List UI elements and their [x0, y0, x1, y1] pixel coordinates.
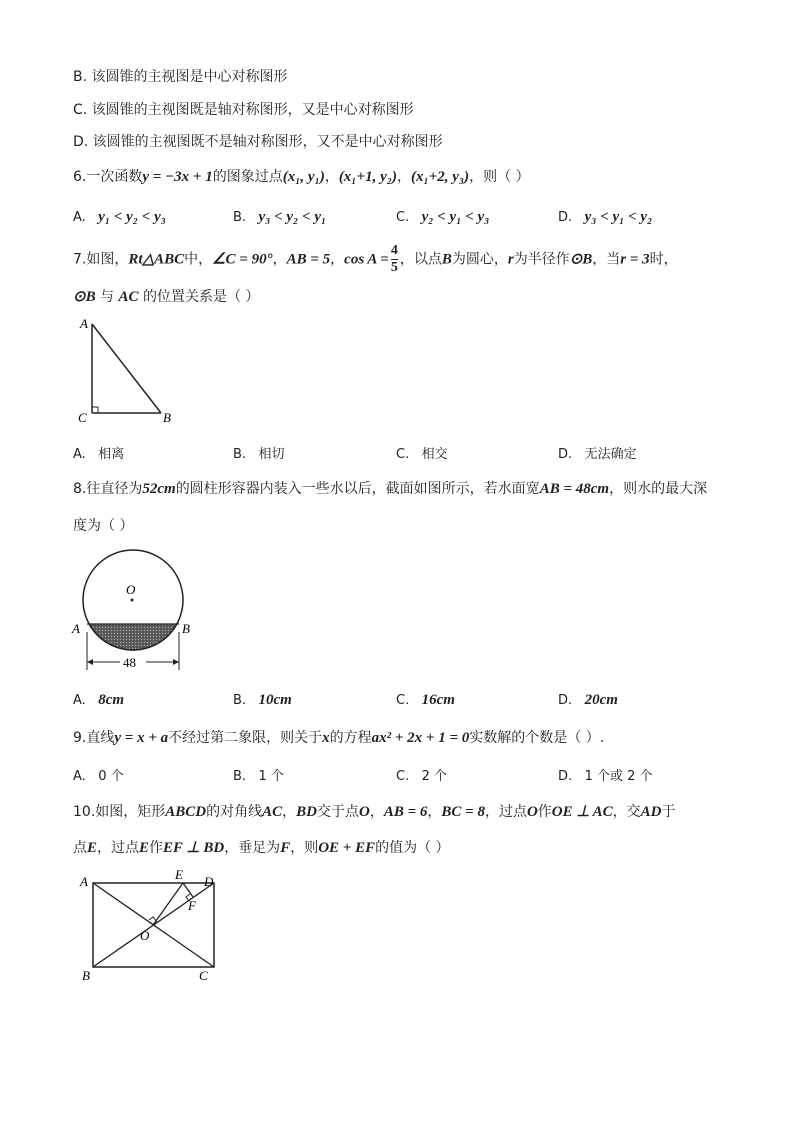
q7-option-a: A. 相离 [73, 447, 125, 462]
q8-width-label: 48 [123, 655, 136, 670]
q10-stem-line1: 10.如图，矩形ABCD的对角线AC，BD交于点O，AB = 6，BC = 8，过点O作OE ⊥ AC，交AD于 [73, 804, 676, 820]
q6-option-c: C. y₂ < y₁ < y₃ [396, 209, 490, 225]
q8-circle-figure [68, 542, 198, 677]
q9-option-a: A. 0 个 [73, 769, 124, 784]
q8-stem-line1: 8.往直径为52cm的圆柱形容器内装入一些水以后，截面如图所示，若水面宽AB = 48cm，则水的最大深 [73, 481, 708, 497]
q6-option-a: A. y₁ < y₂ < y₃ [73, 209, 166, 225]
q10-label-c: C [199, 968, 208, 983]
q7-label-b: B [163, 410, 171, 425]
q8-option-a: A. 8cm [73, 692, 125, 708]
q7-option-c: C. 相交 [396, 447, 448, 462]
q7-triangle-figure [70, 316, 190, 426]
q10-label-f: F [188, 898, 196, 913]
q9-stem: 9.直线y = x + a不经过第二象限，则关于x的方程ax² + 2x + 1 = 0实数解的个数是（ ）. [73, 730, 605, 746]
q9-option-d: D. 1 个或 2 个 [558, 769, 653, 784]
q10-label-d: D [204, 874, 214, 889]
q7-label-a: A [80, 316, 88, 331]
q8-option-b: B. 10cm [233, 692, 292, 708]
q8-label-a: A [72, 621, 80, 636]
q8-option-d: D. 20cm [558, 692, 618, 708]
q8-label-o: O [126, 582, 136, 597]
q8-stem-line2: 度为（ ） [73, 518, 134, 534]
q10-label-b: B [82, 968, 90, 983]
q7-label-c: C [78, 410, 87, 425]
q7-option-d: D. 无法确定 [558, 447, 637, 462]
q10-label-o: O [140, 928, 150, 943]
q7-stem-line2: ⊙B 与 AC 的位置关系是（ ） [73, 289, 260, 305]
q7-stem-line1: 7.如图，Rt△ABC中，∠C = 90°，AB = 5，cos A = $\frac{4}{5}$ ，以点B为圆心，r为半径作⊙B，当r = 3时， [73, 243, 678, 275]
q9-option-b: B. 1 个 [233, 769, 284, 784]
q10-label-e: E [175, 867, 183, 882]
q10-label-a: A [80, 874, 88, 889]
q10-rectangle-figure [78, 866, 223, 984]
q6-stem: 6.一次函数y = −3x + 1的图象过点(x₁, y₁)，(x₁+1, y₂)，(x₁+2, y₃)，则（ ） [73, 169, 530, 185]
q6-option-b: B. y₃ < y₂ < y₁ [233, 209, 327, 225]
q10-stem-line2: 点E，过点E作EF ⊥ BD，垂足为F，则OE + EF的值为（ ） [73, 840, 450, 856]
q9-option-c: C. 2 个 [396, 769, 448, 784]
q5-option-c: C. 该圆锥的主视图既是轴对称图形，又是中心对称图形 [73, 102, 414, 118]
q7-option-b: B. 相切 [233, 447, 285, 462]
q6-option-d: D. y₃ < y₁ < y₂ [558, 209, 653, 225]
q5-option-b: B. 该圆锥的主视图是中心对称图形 [73, 69, 288, 85]
q8-option-c: C. 16cm [396, 692, 455, 708]
cos-fraction: $\frac{4}{5}$ [390, 243, 398, 275]
q8-label-b: B [182, 621, 190, 636]
q5-option-d: D. 该圆锥的主视图既不是轴对称图形，又不是中心对称图形 [73, 134, 443, 150]
